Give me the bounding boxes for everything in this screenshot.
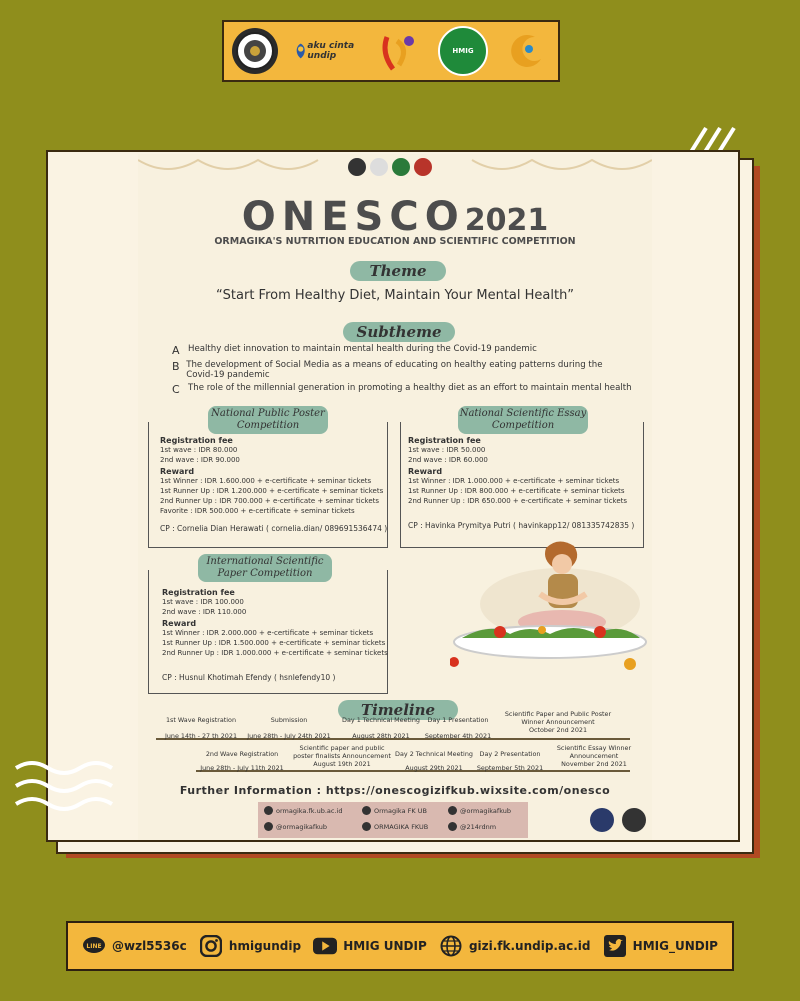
timeline-label: Timeline — [338, 700, 458, 720]
event-label: Scientific paper and public poster finalists Announcement — [293, 744, 391, 760]
further-information: Further Information : https://onescogizifkub.wixsite.com/onesco — [179, 784, 611, 797]
contact-person: CP : Cornelia Dian Herawati ( cornelia.dian/ 089691536474 ) — [160, 524, 388, 534]
timeline-event — [156, 716, 246, 740]
timeline-event — [290, 744, 394, 768]
social-text: @214rdnm — [460, 822, 497, 831]
reward-row: 2nd Runner Up : IDR 1.000.000 + e-certificate + seminar tickets — [162, 648, 388, 657]
event-label: Scientific Paper and Public Poster Winner Announcement — [504, 710, 612, 726]
globe-icon — [439, 934, 463, 958]
onesco-poster — [138, 154, 652, 840]
twitter-icon — [603, 934, 627, 958]
essay-competition-title: National Scientific Essay Competition — [458, 406, 588, 434]
reg-fee-label: Registration fee — [408, 436, 481, 445]
at-icon — [448, 822, 457, 831]
reward-row: 1st Winner : IDR 1.600.000 + e-certificate + seminar tickets — [160, 477, 372, 486]
reward-row: 2nd Runner Up : IDR 700.000 + e-certificate + seminar tickets — [160, 496, 380, 505]
ormagika-socials — [258, 802, 528, 838]
subtheme-text: Healthy diet innovation to maintain mental health during the Covid-19 pandemic — [188, 344, 537, 354]
wave2-fee: 2nd wave : IDR 110.000 — [162, 607, 247, 616]
line-account[interactable] — [82, 934, 187, 958]
title-onesco: ONESCO — [241, 194, 465, 240]
paper-competition-title: International Scientific Paper Competition — [198, 554, 332, 582]
subtheme-text: The role of the millennial generation in promoting a healthy diet as an effort to maintain mental health — [188, 383, 632, 393]
social-facebook — [362, 806, 427, 815]
twitter-icon — [264, 822, 273, 831]
event-label: Day 2 Technical Meeting — [395, 750, 473, 758]
instagram-handle: hmigundip — [228, 939, 302, 953]
desa-sehat-fk-logo — [376, 28, 422, 74]
reward-row: 2nd Runner Up : IDR 650.000 + e-certificate + seminar tickets — [408, 496, 628, 505]
twitter-account[interactable] — [603, 934, 718, 958]
social-text: @ormagikafkub — [276, 822, 328, 831]
social-instagram — [448, 806, 511, 815]
timeline-event — [552, 744, 636, 768]
social-line — [362, 822, 428, 831]
subtheme-list — [172, 344, 632, 399]
event-date: November 2nd 2021 — [561, 760, 627, 768]
event-label: Submission — [270, 716, 308, 724]
timeline-event — [336, 716, 426, 740]
instagram-icon — [199, 934, 223, 958]
reward-row: 1st Winner : IDR 2.000.000 + e-certificate + seminar tickets — [162, 629, 374, 638]
twitter-handle: HMIG_UNDIP — [632, 939, 718, 953]
wave1-fee: 1st wave : IDR 100.000 — [162, 597, 244, 606]
crescent-logo — [504, 28, 550, 74]
poster-card — [46, 150, 740, 842]
poster-competition-title: National Public Poster Competition — [208, 406, 328, 434]
instagram-account[interactable] — [199, 934, 301, 958]
timeline-event — [392, 750, 476, 772]
reg-fee-label: Registration fee — [160, 436, 233, 445]
reward-label: Reward — [408, 467, 443, 477]
social-text: ormagika.fk.ub.ac.id — [276, 806, 343, 815]
subtheme-text: The development of Social Media as a means of educating on healthy eating patterns during the Covid-19 pandemic — [186, 360, 603, 380]
social-text: Ormagika FK UB — [374, 806, 427, 815]
event-date: June 14th - 27 th 2021 — [164, 732, 238, 740]
theme-quote: “Start From Healthy Diet, Maintain Your Mental Health” — [215, 288, 575, 303]
timeline-event — [192, 750, 292, 772]
reward-row: 1st Runner Up : IDR 1.200.000 + e-certificate + seminar tickets — [160, 486, 384, 495]
reward-label: Reward — [162, 619, 197, 629]
timeline-event — [418, 716, 498, 740]
youtube-handle: HMIG UNDIP — [343, 939, 427, 953]
essay-competition-details — [408, 434, 640, 530]
line-icon — [82, 934, 106, 958]
event-label: Day 2 Presentation — [479, 750, 541, 758]
paper-competition-details — [162, 586, 388, 682]
hmig-text: HMIG — [452, 47, 474, 55]
youtube-icon — [313, 934, 337, 958]
event-date: October 2nd 2021 — [528, 726, 588, 734]
social-text: @ormagikafkub — [460, 806, 512, 815]
meditating-woman-salad-illustration — [450, 534, 650, 674]
event-date: June 28th - July 11th 2021 — [200, 764, 284, 772]
contact-person: CP : Husnul Khotimah Efendy ( hsnlefendy10 ) — [162, 672, 336, 682]
poster-sponsor-logos — [348, 158, 432, 176]
wave2-fee: 2nd wave : IDR 60.000 — [408, 455, 488, 464]
instagram-icon — [448, 806, 457, 815]
timeline-event — [504, 710, 612, 734]
subtheme-label: Subtheme — [343, 322, 455, 342]
line-handle: @wzl5536c — [112, 939, 187, 953]
partner-logos-bar — [222, 20, 560, 82]
event-date: August 19th 2021 — [313, 760, 371, 768]
reward-row: 1st Runner Up : IDR 800.000 + e-certificate + seminar tickets — [408, 486, 625, 495]
event-date: September 4th 2021 — [424, 732, 492, 740]
event-label: Day 1 Technical Meeting — [342, 716, 420, 724]
event-date: August 29th 2021 — [405, 764, 463, 772]
reward-label: Reward — [160, 467, 195, 477]
website-link[interactable] — [439, 934, 591, 958]
contact-person: CP : Havinka Prymitya Putri ( havinkapp12/ 081335742835 ) — [408, 520, 635, 530]
poster-corner-logo-2 — [622, 808, 646, 832]
event-date: September 5th 2021 — [476, 764, 544, 772]
reward-row: 1st Runner Up : IDR 1.500.000 + e-certificate + seminar tickets — [162, 638, 386, 647]
social-text: ORMAGIKA FKUB — [374, 822, 429, 831]
aku-cinta-undip-logo — [294, 28, 360, 74]
event-date: August 28th 2021 — [352, 732, 410, 740]
reg-fee-label: Registration fee — [162, 588, 235, 597]
globe-icon — [264, 806, 273, 815]
website-url: gizi.fk.undip.ac.id — [468, 939, 591, 953]
line-icon — [362, 822, 371, 831]
event-label: 1st Wave Registration — [165, 716, 237, 724]
subtheme-item — [172, 344, 632, 357]
wave1-fee: 1st wave : IDR 50.000 — [408, 445, 486, 454]
wave2-fee: 2nd wave : IDR 90.000 — [160, 455, 240, 464]
subtheme-letter: C — [172, 383, 180, 396]
event-date: June 28th - July 24th 2021 — [247, 732, 331, 740]
timeline-event — [244, 716, 334, 740]
facebook-icon — [362, 806, 371, 815]
poster-subtitle: ORMAGIKA'S NUTRITION EDUCATION AND SCIENTIFIC COMPETITION — [214, 236, 576, 247]
theme-label: Theme — [350, 261, 446, 281]
social-twitter — [264, 822, 327, 831]
reward-row: Favorite : IDR 500.000 + e-certificate + seminar tickets — [160, 506, 355, 515]
hmig-social-bar — [66, 921, 734, 971]
timeline — [156, 710, 636, 780]
poster-corner-logo-1 — [590, 808, 614, 832]
title-year: 2021 — [464, 203, 549, 238]
subtheme-item — [172, 360, 632, 380]
event-label: 2nd Wave Registration — [205, 750, 279, 758]
university-seal-logo — [232, 28, 278, 74]
social-web — [264, 806, 342, 815]
reward-row: 1st Winner : IDR 1.000.000 + e-certificate + seminar tickets — [408, 477, 620, 486]
subtheme-item — [172, 383, 632, 396]
poster-competition-details — [160, 434, 388, 534]
youtube-account[interactable] — [313, 934, 426, 958]
social-other — [448, 822, 496, 831]
subtheme-letter: B — [172, 360, 180, 373]
decorative-waves — [12, 758, 132, 812]
aku-cinta-text: aku cinta undip — [307, 41, 355, 61]
event-label: Day 1 Presentation — [427, 716, 489, 724]
timeline-event — [470, 750, 550, 772]
wave1-fee: 1st wave : IDR 80.000 — [160, 445, 238, 454]
svg-text:LINE: LINE — [86, 943, 102, 950]
poster-title — [138, 194, 652, 240]
hmig-logo — [438, 26, 488, 76]
subtheme-letter: A — [172, 344, 180, 357]
event-label: Scientific Essay Winner Announcement — [556, 744, 632, 760]
